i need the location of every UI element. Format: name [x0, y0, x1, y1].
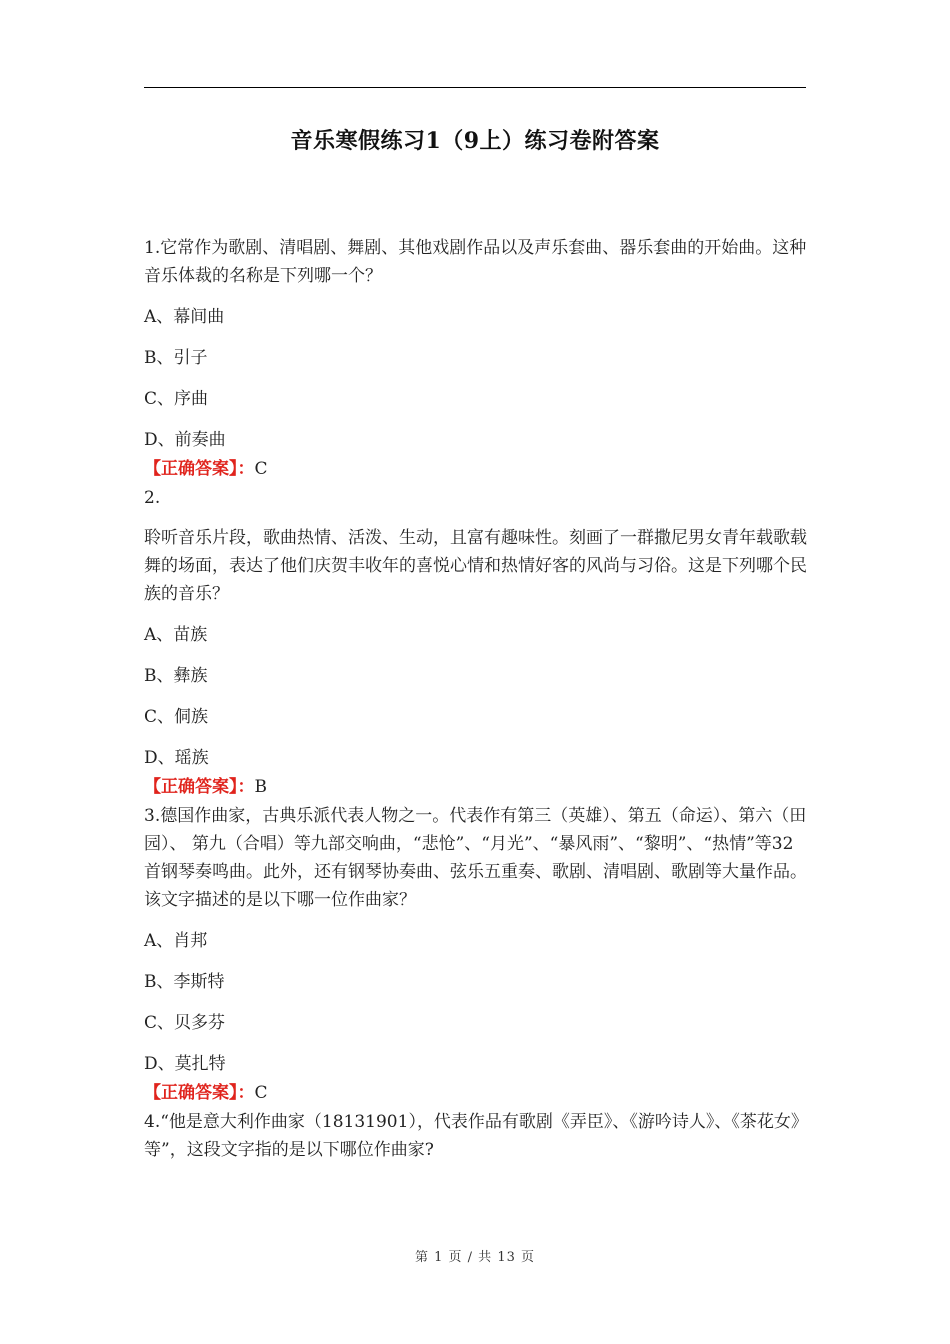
question-list [144, 234, 808, 1177]
question-2-option-b: B、彝族 [144, 666, 208, 686]
question-1-option-d: D、前奏曲 [144, 430, 226, 450]
answer-value: B [254, 777, 267, 797]
question-3-option-c: C、贝多芬 [144, 1013, 226, 1033]
answer-label: 【正确答案】： [144, 1083, 255, 1103]
question-1-stem: 1.它常作为歌剧、清唱剧、舞剧、其他戏剧作品以及声乐套曲、器乐套曲的开始曲。这种音乐体裁的名称是下列哪一个？ [144, 238, 807, 286]
question-1-option-b: B、引子 [144, 348, 208, 368]
answer-label: 【正确答案】： [144, 459, 255, 479]
question-4-stem: 4.“他是意大利作曲家（18131901），代表作品有歌剧《弄臣》、《游吟诗人》、《茶花女》等”，这段文字指的是以下哪位作曲家? [144, 1112, 808, 1160]
question-2-option-a: A、苗族 [144, 625, 208, 645]
header-rule [144, 87, 806, 88]
question-1-answer [144, 454, 808, 484]
question-2-stem: 聆听音乐片段，歌曲热情、活泼、生动，且富有趣味性。刻画了一群撒尼男女青年载歌载舞的场面，表达了他们庆贺丰收年的喜悦心情和热情好客的风尚与习俗。这是下列哪个民族的音乐？ [144, 528, 807, 604]
question-2-answer [144, 772, 808, 802]
question-3-option-a: A、肖邦 [144, 931, 208, 951]
question-3-answer [144, 1078, 808, 1108]
question-1-option-a: A、幕间曲 [144, 307, 225, 327]
question-2-option-c: C、侗族 [144, 707, 209, 727]
answer-value: C [254, 459, 268, 479]
question-3-stem: 3.德国作曲家，古典乐派代表人物之一。代表作有第三（英雄）、第五（命运）、第六（田园）、 第九（合唱）等九部交响曲，“悲怆”、“月光”、“暴风雨”、“黎明”、“热情”等32首钢琴奏鸣曲。此外，还有钢琴协奏曲、弦乐五重奏、歌剧、清唱剧、歌剧等大量作品。该文字描述的是以下哪一位作曲家？ [144, 806, 807, 910]
question-2-option-d: D、瑶族 [144, 748, 209, 768]
answer-label: 【正确答案】： [144, 777, 255, 797]
question-3-option-d: D、莫扎特 [144, 1054, 226, 1074]
question-1-option-c: C、序曲 [144, 389, 209, 409]
page-footer: 第 1 页 / 共 13 页 [415, 1250, 535, 1265]
answer-value: C [254, 1083, 268, 1103]
question-2-number: 2. [144, 488, 161, 508]
question-3-option-b: B、李斯特 [144, 972, 225, 992]
page-title: 音乐寒假练习1（9上）练习卷附答案 [290, 128, 660, 154]
